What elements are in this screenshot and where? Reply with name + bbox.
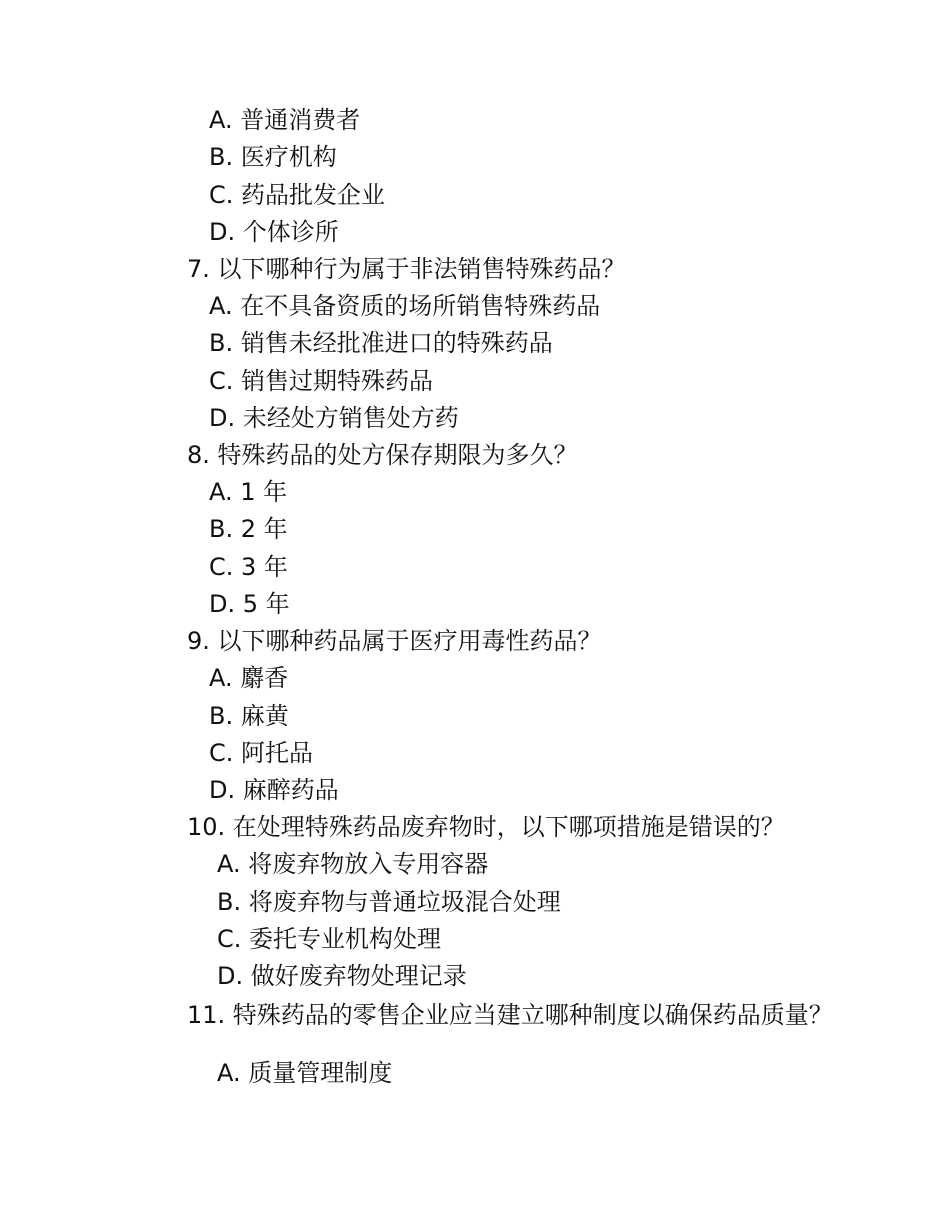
q9-option-b: B. 麻黄 [209, 702, 289, 730]
question-9: 9. 以下哪种药品属于医疗用毒性药品？ [187, 627, 602, 655]
q8-option-a: A. 1 年 [209, 478, 288, 506]
option-a: A. 普通消费者 [209, 106, 361, 134]
q10-option-c: C. 委托专业机构处理 [217, 925, 442, 953]
question-11: 11. 特殊药品的零售企业应当建立哪种制度以确保药品质量？ [187, 1001, 833, 1029]
question-10: 10. 在处理特殊药品废弃物时，以下哪项措施是错误的？ [187, 813, 785, 841]
q10-option-d: D. 做好废弃物处理记录 [217, 962, 467, 990]
q7-option-d: D. 未经处方销售处方药 [209, 404, 459, 432]
option-d: D. 个体诊所 [209, 218, 339, 246]
q11-option-a: A. 质量管理制度 [217, 1059, 393, 1087]
question-7: 7. 以下哪种行为属于非法销售特殊药品？ [187, 255, 626, 283]
question-8: 8. 特殊药品的处方保存期限为多久？ [187, 441, 578, 469]
q7-option-c: C. 销售过期特殊药品 [209, 367, 434, 395]
q7-option-a: A. 在不具备资质的场所销售特殊药品 [209, 292, 601, 320]
q10-option-a: A. 将废弃物放入专用容器 [217, 850, 489, 878]
option-c: C. 药品批发企业 [209, 181, 386, 209]
q9-option-d: D. 麻醉药品 [209, 776, 339, 804]
q8-option-b: B. 2 年 [209, 515, 288, 543]
q9-option-c: C. 阿托品 [209, 739, 314, 767]
q9-option-a: A. 麝香 [209, 664, 289, 692]
option-b: B. 医疗机构 [209, 143, 337, 171]
q8-option-c: C. 3 年 [209, 553, 288, 581]
q7-option-b: B. 销售未经批准进口的特殊药品 [209, 329, 553, 357]
q10-option-b: B. 将废弃物与普通垃圾混合处理 [217, 888, 561, 916]
q8-option-d: D. 5 年 [209, 590, 290, 618]
